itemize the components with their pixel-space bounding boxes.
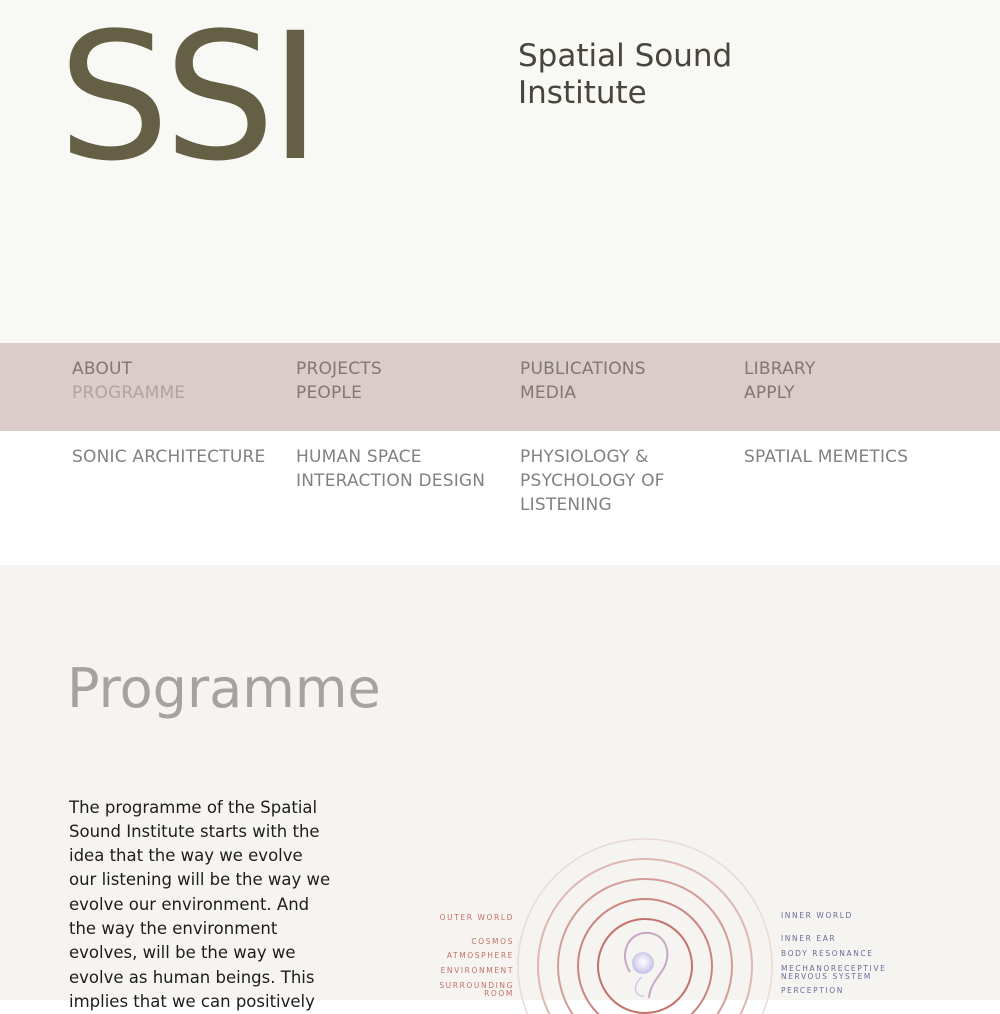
site-header — [0, 0, 1000, 343]
subnav-sonic-architecture[interactable]: SONIC ARCHITECTURE — [72, 445, 282, 469]
nav-about[interactable]: ABOUT — [72, 357, 292, 381]
outer-world-environment: ENVIRONMENT — [420, 967, 514, 975]
programme-introduction: The programme of the Spatial Sound Institute starts with the idea that the way we evolve our listening will be the way we evolve our environment. And the way the environment evolves, will be the way we evolve as human beings. This implies that we can positively — [69, 796, 335, 1014]
nav-projects[interactable]: PROJECTS — [296, 357, 516, 381]
outer-world-surrounding-room: SURROUNDING ROOM — [420, 982, 514, 998]
inner-sound-core — [632, 952, 654, 974]
nav-programme[interactable]: PROGRAMME — [72, 381, 292, 405]
ssi-logo[interactable]: SSI — [58, 10, 315, 186]
programme-subnavigation — [0, 431, 1000, 565]
nav-apply[interactable]: APPLY — [744, 381, 964, 405]
institute-name-line-1: Spatial Sound — [518, 38, 778, 75]
inner-world-inner-ear: INNER EAR — [781, 935, 836, 943]
subnav-physiology-psychology-listening[interactable]: PHYSIOLOGY & PSYCHOLOGY OF LISTENING — [520, 445, 690, 517]
nav-column-projects — [296, 357, 516, 405]
inner-world-heading: INNER WORLD — [781, 912, 853, 920]
outer-world-cosmos: COSMOS — [420, 938, 514, 946]
inner-world-mechanoreceptive-nervous-system: MECHANORECEPTIVE NERVOUS SYSTEM — [781, 965, 875, 981]
outer-world-heading: OUTER WORLD — [420, 914, 514, 922]
nav-column-about — [72, 357, 292, 405]
nav-publications[interactable]: PUBLICATIONS — [520, 357, 740, 381]
nav-column-library — [744, 357, 964, 405]
outer-ring-1 — [518, 839, 772, 1014]
outer-world-atmosphere: ATMOSPHERE — [420, 952, 514, 960]
nav-media[interactable]: MEDIA — [520, 381, 740, 405]
institute-name-line-2: Institute — [518, 75, 778, 112]
inner-world-perception: PERCEPTION — [781, 987, 844, 995]
institute-name[interactable] — [518, 38, 778, 112]
subnav-human-space-interaction-design[interactable]: HUMAN SPACE INTERACTION DESIGN — [296, 445, 506, 493]
programme-content — [0, 565, 1000, 1000]
nav-library[interactable]: LIBRARY — [744, 357, 964, 381]
page-title: Programme — [67, 657, 381, 721]
inner-world-body-resonance: BODY RESONANCE — [781, 950, 874, 958]
nav-column-publications — [520, 357, 740, 405]
outer-ring-2 — [538, 859, 752, 1014]
inner-ear-curve-icon — [635, 977, 644, 996]
main-navigation — [0, 343, 1000, 431]
nav-people[interactable]: PEOPLE — [296, 381, 516, 405]
listening-world-diagram — [420, 825, 900, 1000]
subnav-spatial-memetics[interactable]: SPATIAL MEMETICS — [744, 445, 934, 469]
